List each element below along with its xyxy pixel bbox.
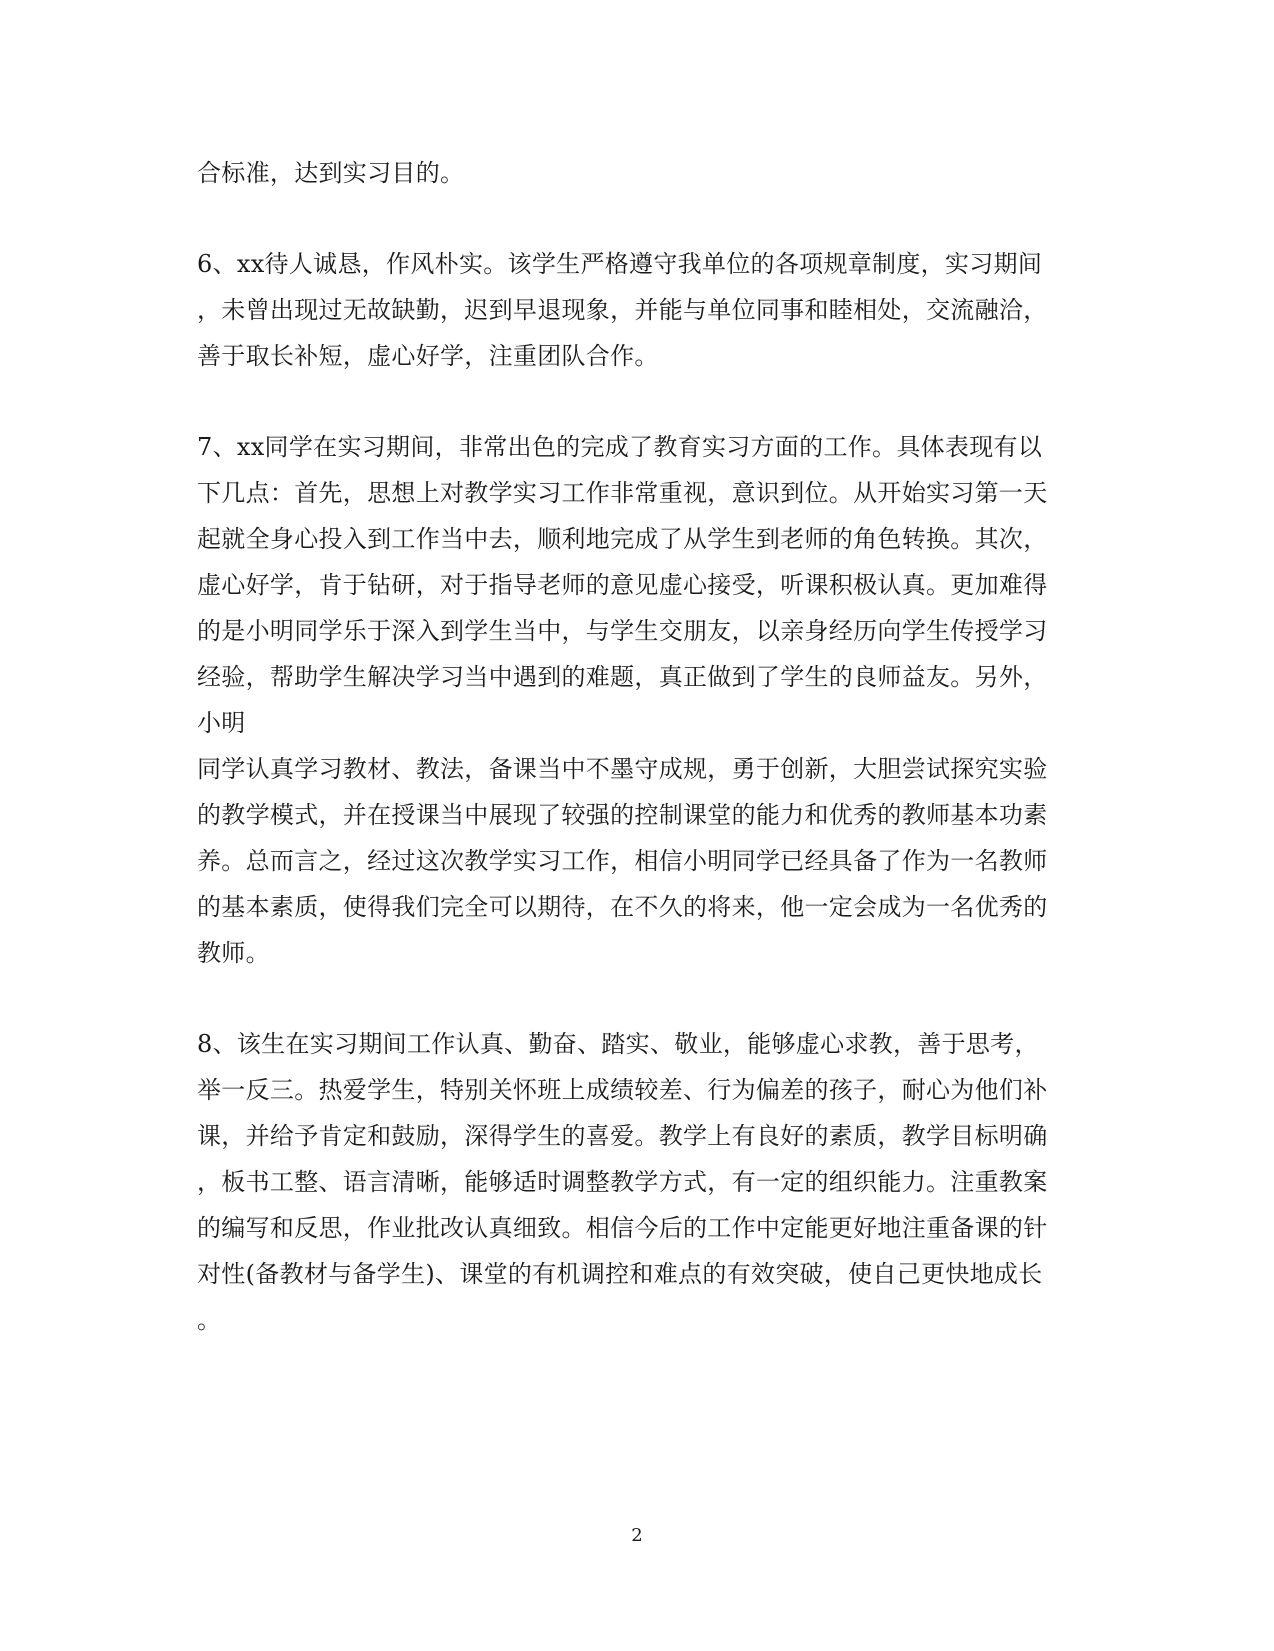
text-line: 的编写和反思，作业批改认真细致。相信今后的工作中定能更好地注重备课的针 [197, 1214, 1048, 1242]
text-line: 起就全身心投入到工作当中去，顺利地完成了从学生到老师的角色转换。其次， [197, 525, 1048, 553]
text-line: 合标准，达到实习目的。 [197, 159, 465, 187]
text-line: 小明 [197, 709, 246, 737]
text-line: 课，并给予肯定和鼓励，深得学生的喜爱。教学上有良好的素质，教学目标明确 [197, 1122, 1048, 1150]
text-line: 善于取长补短，虚心好学，注重团队合作。 [197, 342, 659, 370]
text-line: 虚心好学，肯于钻研，对于指导老师的意见虚心接受，听课积极认真。更加难得 [197, 571, 1048, 599]
text-line: 养。总而言之，经过这次教学实习工作，相信小明同学已经具备了作为一名教师 [197, 847, 1048, 875]
text-line: 教师。 [197, 939, 270, 967]
text-line: 6、xx待人诚恳，作风朴实。该学生严格遵守我单位的各项规章制度，实习期间 [197, 250, 1043, 278]
text-line: 下几点：首先，思想上对教学实习工作非常重视，意识到位。从开始实习第一天 [197, 479, 1048, 507]
page-number: 2 [631, 1525, 643, 1546]
text-line: 7、xx同学在实习期间，非常出色的完成了教育实习方面的工作。具体表现有以 [197, 433, 1043, 461]
text-line: 举一反三。热爱学生，特别关怀班上成绩较差、行为偏差的孩子，耐心为他们补 [197, 1076, 1048, 1104]
text-line: 8、该生在实习期间工作认真、勤奋、踏实、敬业，能够虚心求教，善于思考， [197, 1030, 1039, 1058]
text-line: 的教学模式，并在授课当中展现了较强的控制课堂的能力和优秀的教师基本功素 [197, 801, 1048, 829]
text-line: 的基本素质，使得我们完全可以期待，在不久的将来，他一定会成为一名优秀的 [197, 893, 1048, 921]
text-line: 对性(备教材与备学生)、课堂的有机调控和难点的有效突破，使自己更快地成长 [197, 1260, 1043, 1288]
text-line: ，板书工整、语言清晰，能够适时调整教学方式，有一定的组织能力。注重教案 [197, 1168, 1048, 1196]
text-line: 同学认真学习教材、教法，备课当中不墨守成规，勇于创新，大胆尝试探究实验 [197, 755, 1048, 783]
text-line: ，未曾出现过无故缺勤，迟到早退现象，并能与单位同事和睦相处，交流融洽， [197, 296, 1048, 324]
text-line: 。 [197, 1306, 222, 1334]
text-line: 经验，帮助学生解决学习当中遇到的难题，真正做到了学生的良师益友。另外， [197, 663, 1048, 691]
text-line: 的是小明同学乐于深入到学生当中，与学生交朋友，以亲身经历向学生传授学习 [197, 617, 1048, 645]
